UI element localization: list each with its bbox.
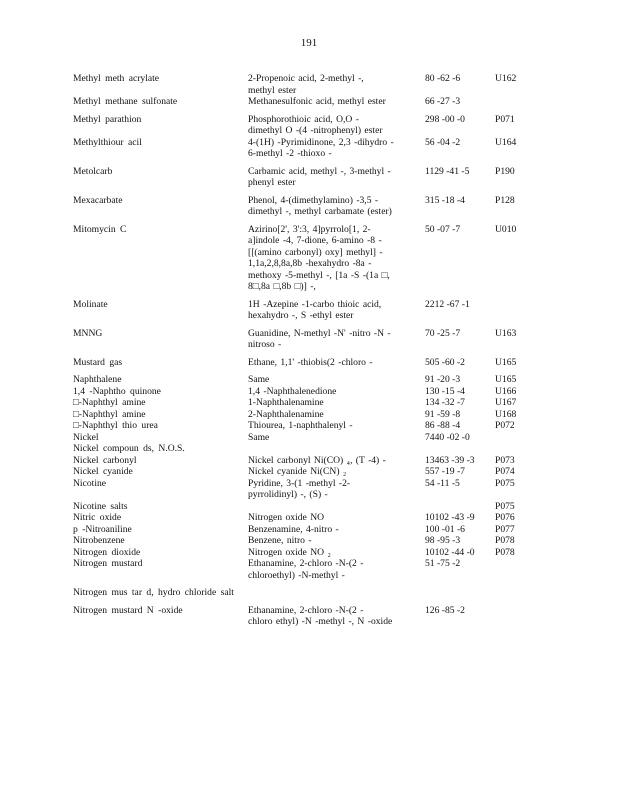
synonym-line: Same (248, 431, 270, 443)
chemical-name: Molinate (73, 298, 108, 310)
waste-code: P072 (495, 420, 515, 431)
table-row (73, 466, 573, 478)
chemical-synonym (248, 195, 425, 218)
cas-number: 100 -01 -6 (425, 523, 465, 535)
synonym-line: Methanesulfonic acid, methyl ester (248, 96, 386, 107)
synonym-line: Carbamic acid, methyl -, 3-methyl - (248, 165, 391, 177)
cas-number: 557 -19 -7 (425, 466, 465, 477)
table-row (73, 524, 573, 536)
chemical-name: Nitrogen dioxide (73, 546, 141, 558)
chemical-name: Nickel (73, 431, 99, 443)
waste-code: P076 (495, 512, 515, 523)
chemical-name: Methyl methane sulfonate (73, 96, 178, 107)
chemical-name: Nickel carbonyl (73, 454, 137, 466)
waste-code: U163 (495, 327, 517, 339)
chemical-synonym (248, 535, 425, 547)
cas-number: 505 -60 -2 (425, 356, 465, 368)
chemical-synonym (248, 443, 425, 455)
chemical-name: Mexacarbate (73, 194, 123, 206)
cas-number: 130 -15 -4 (425, 385, 465, 397)
chemical-name: Nitrogen mus tar d, hydro chloride salt (73, 587, 234, 598)
cas-number: 315 -18 -4 (425, 194, 465, 206)
synonym-line: chloroethyl) -N-methyl - (248, 569, 345, 581)
waste-code: P078 (495, 535, 515, 546)
synonym-line: 1,1a,2,8,8a,8b -hexahydro -8a - (248, 258, 372, 269)
table-row (73, 443, 573, 455)
cas-number: 298 -00 -0 (425, 113, 465, 125)
cas-number: 126 -85 -2 (425, 604, 465, 616)
synonym-line: 8□,8a □,8b □)] -, (248, 281, 316, 292)
chemical-synonym (248, 524, 425, 536)
cas-number: 10102 -44 -0 (425, 546, 475, 558)
cas-number (425, 587, 495, 599)
table-row (73, 512, 573, 524)
synonym-line: 2-Propenoic acid, 2-methyl -, (248, 73, 364, 84)
chemical-synonym (248, 397, 425, 409)
synonym-line: Benzene, nitro - (248, 535, 312, 546)
cas-number: 13463 -39 -3 (425, 454, 475, 466)
chemical-name: □-Naphthyl amine (73, 408, 146, 420)
waste-code: P190 (495, 165, 515, 177)
waste-code (495, 558, 555, 581)
synonym-line: phenyl ester (248, 177, 296, 188)
chemical-synonym (248, 501, 425, 513)
chemical-synonym (248, 455, 425, 467)
synonym-line: Thiourea, 1-naphthalenyl - (248, 420, 353, 431)
chemical-name: Nitrogen mustard (73, 558, 143, 569)
chemical-synonym (248, 386, 425, 398)
chemical-name: Metolcarb (73, 165, 113, 177)
chemical-name: Mustard gas (73, 356, 123, 368)
chemical-name: Nickel compoun ds, N.O.S. (73, 443, 185, 454)
synonym-line (248, 443, 421, 455)
chemical-entries-table (73, 73, 573, 628)
table-row (73, 558, 573, 581)
cas-number: 2212 -67 -1 (425, 298, 470, 310)
chemical-synonym (248, 166, 425, 189)
table-row (73, 73, 573, 96)
synonym-line: Ethane, 1,1' -thiobis(2 -chloro - (248, 356, 373, 368)
synonym-line: Phenol, 4-(dimethylamino) -3,5 - (248, 194, 379, 206)
table-row (73, 328, 573, 351)
chemical-synonym (248, 299, 425, 322)
synonym-line: 6-methyl -2 -thioxo - (248, 148, 332, 159)
cas-number: 86 -88 -4 (425, 420, 461, 431)
waste-code: U168 (495, 408, 517, 420)
chemical-name: p -Nitroaniline (73, 523, 132, 535)
waste-code: U166 (495, 385, 517, 397)
chemical-synonym (248, 547, 425, 559)
chemical-name: MNNG (73, 327, 103, 339)
cas-number: 56 -04 -2 (425, 136, 461, 148)
cas-number: 54 -11 -5 (425, 477, 460, 489)
synonym-line: Ethanamine, 2-chloro -N-(2 - (248, 558, 364, 569)
waste-code: P078 (495, 546, 515, 558)
chemical-name: Methyl meth acrylate (73, 73, 160, 84)
table-row (73, 397, 573, 409)
chemical-name: Nicotine salts (73, 500, 128, 512)
page-number: 191 (300, 37, 318, 49)
synonym-line: Nitrogen oxide NO (248, 512, 325, 523)
table-row (73, 166, 573, 189)
cas-number: 70 -25 -7 (425, 327, 461, 339)
cas-number: 91 -20 -3 (425, 374, 461, 385)
synonym-line (248, 501, 421, 513)
cas-number: 10102 -43 -9 (425, 512, 475, 523)
chemical-synonym (248, 432, 425, 444)
chemical-synonym (248, 478, 425, 501)
chemical-name: Methyl parathion (73, 113, 142, 125)
chemical-synonym (248, 420, 425, 432)
synonym-line: Nickel carbonyl Ni(CO) ₄, (T -4) - (248, 454, 386, 466)
chemical-synonym (248, 466, 425, 478)
cas-number: 50 -07 -7 (425, 223, 461, 235)
chemical-name: Naphthalene (73, 374, 122, 385)
waste-code: U167 (495, 397, 517, 408)
chemical-name: Nitrobenzene (73, 535, 125, 546)
synonym-line: Ethanamine, 2-chloro -N-(2 - (248, 604, 364, 616)
synonym-line: methoxy -5-methyl -, [1a -S -(1a □, (248, 269, 390, 281)
chemical-name: □-Naphthyl amine (73, 397, 146, 408)
table-row (73, 195, 573, 218)
chemical-synonym (248, 512, 425, 524)
chemical-synonym (248, 374, 425, 386)
chemical-name: Methylthiour acil (73, 136, 142, 148)
synonym-line: Pyridine, 3-(1 -methyl -2- (248, 477, 351, 489)
cas-number: 98 -95 -3 (425, 535, 461, 546)
waste-code: P075 (495, 500, 515, 512)
waste-code (495, 432, 555, 444)
cas-number: 134 -32 -7 (425, 397, 465, 408)
chemical-synonym (248, 137, 425, 160)
table-row (73, 587, 573, 599)
waste-code (495, 587, 555, 599)
chemical-synonym (248, 587, 425, 599)
table-row (73, 299, 573, 322)
table-row (73, 114, 573, 137)
synonym-line: dimethyl -, methyl carbamate (ester) (248, 206, 392, 217)
synonym-line: chloro ethyl) -N -methyl -, N -oxide (248, 616, 393, 627)
synonym-line: hexahydro -, S -ethyl ester (248, 310, 354, 321)
cas-number: 1129 -41 -5 (425, 165, 470, 177)
synonym-line (248, 587, 421, 599)
cas-number: 66 -27 -3 (425, 96, 461, 107)
cas-number (425, 501, 495, 513)
table-row (73, 224, 573, 293)
table-row (73, 409, 573, 421)
table-row (73, 535, 573, 547)
cas-number: 80 -62 -6 (425, 73, 461, 84)
synonym-line: nitroso - (248, 339, 282, 350)
chemical-synonym (248, 224, 425, 293)
chemical-synonym (248, 409, 425, 421)
chemical-name: 1,4 -Naphtho quinone (73, 385, 161, 397)
waste-code: U162 (495, 73, 517, 84)
synonym-line: pyrrolidinyl) -, (S) - (248, 489, 328, 500)
table-row (73, 96, 573, 108)
chemical-name: Mitomycin C (73, 223, 127, 235)
chemical-synonym (248, 73, 425, 96)
synonym-line: Same (248, 374, 270, 385)
waste-code: P077 (495, 523, 515, 535)
waste-code (495, 605, 555, 628)
table-row (73, 386, 573, 398)
chemical-synonym (248, 114, 425, 137)
synonym-line: 2-Naphthalenamine (248, 408, 324, 420)
table-row (73, 432, 573, 444)
chemical-synonym (248, 558, 425, 581)
waste-code: P073 (495, 454, 515, 466)
synonym-line: Nickel cyanide Ni(CN) ₂ (248, 466, 347, 477)
synonym-line: [[(amino carbonyl) oxy] methyl] - (248, 246, 383, 258)
table-row (73, 420, 573, 432)
chemical-name: Nicotine (73, 477, 107, 489)
table-row (73, 478, 573, 501)
chemical-synonym (248, 328, 425, 351)
synonym-line: Azirino[2', 3':3, 4]pyrrolo[1, 2- (248, 223, 371, 235)
cas-number: 91 -59 -8 (425, 408, 461, 420)
waste-code: P071 (495, 113, 515, 125)
synonym-line: 1,4 -Naphthalenedione (248, 385, 337, 397)
table-row (73, 357, 573, 369)
table-row (73, 374, 573, 386)
synonym-line: 1-Naphthalenamine (248, 397, 324, 408)
synonym-line: dimethyl O -(4 -nitrophenyl) ester (248, 125, 383, 136)
waste-code: U165 (495, 374, 517, 385)
synonym-line: Nitrogen oxide NO ₂ (248, 546, 331, 558)
table-row (73, 547, 573, 559)
synonym-line: a]indole -4, 7-dione, 6-amino -8 - (248, 235, 382, 246)
chemical-synonym (248, 605, 425, 628)
table-row (73, 605, 573, 628)
waste-code: P128 (495, 194, 515, 206)
chemical-synonym (248, 96, 425, 108)
cas-number: 51 -75 -2 (425, 558, 461, 569)
table-row (73, 501, 573, 513)
synonym-line: 1H -Azepine -1-carbo thioic acid, (248, 298, 382, 310)
waste-code (495, 299, 555, 322)
chemical-name: □-Naphthyl thio urea (73, 420, 158, 431)
cas-number (425, 443, 495, 455)
waste-code: U164 (495, 136, 517, 148)
chemical-name: Nitric oxide (73, 512, 122, 523)
synonym-line: Phosphorothioic acid, O,O - (248, 113, 359, 125)
cas-number: 7440 -02 -0 (425, 431, 470, 443)
waste-code: P075 (495, 477, 515, 489)
synonym-line: Benzenamine, 4-nitro - (248, 523, 339, 535)
waste-code: U010 (495, 223, 517, 235)
waste-code (495, 443, 555, 455)
synonym-line: 4-(1H) -Pyrimidinone, 2,3 -dihydro - (248, 136, 394, 148)
table-row (73, 137, 573, 160)
synonym-line: Guanidine, N-methyl -N' -nitro -N - (248, 327, 391, 339)
chemical-synonym (248, 357, 425, 369)
chemical-name: Nitrogen mustard N -oxide (73, 604, 183, 616)
waste-code: U165 (495, 356, 517, 368)
table-row (73, 455, 573, 467)
waste-code (495, 96, 555, 108)
waste-code: P074 (495, 466, 515, 477)
chemical-name: Nickel cyanide (73, 466, 133, 477)
synonym-line: methyl ester (248, 84, 297, 96)
